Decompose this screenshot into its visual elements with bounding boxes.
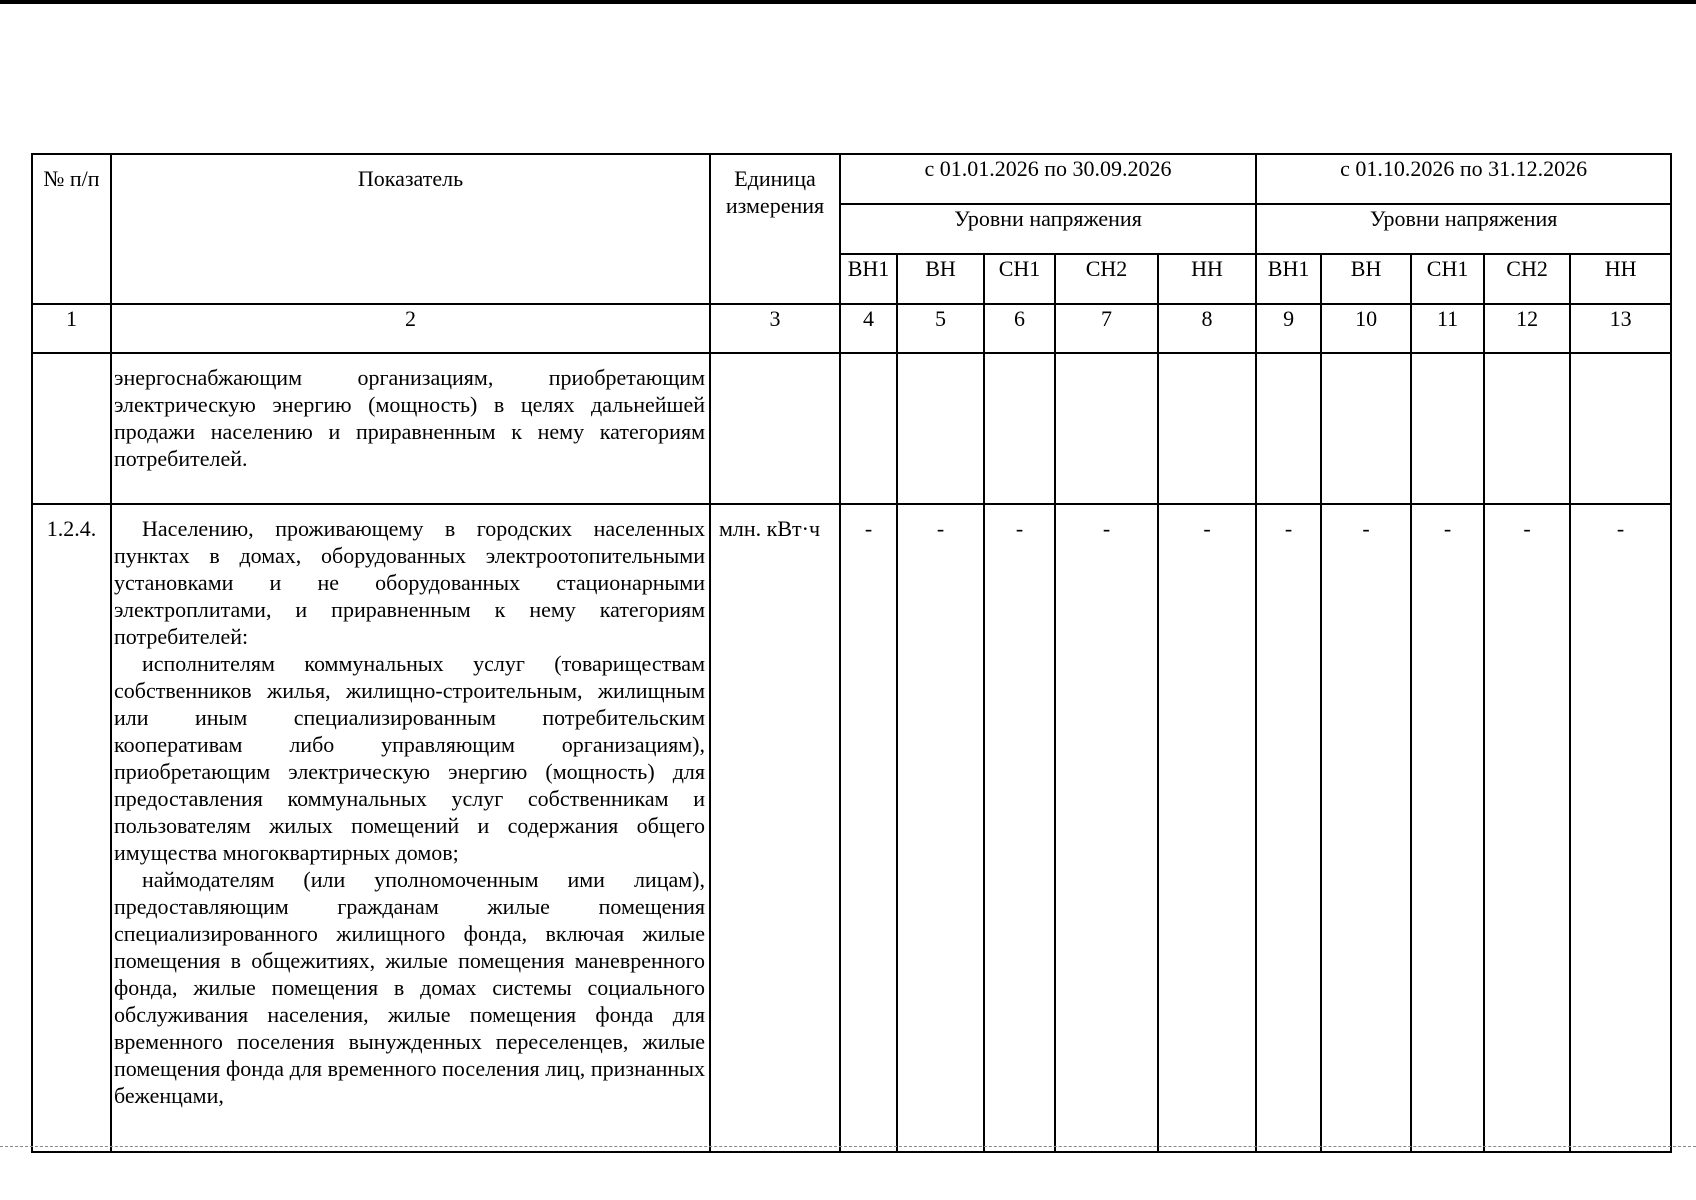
value-cell: -: [984, 504, 1055, 1152]
header-num-label: № п/п: [43, 166, 100, 191]
header-unit: [710, 154, 840, 304]
header-levels-1-label: Уровни напряжения: [954, 206, 1142, 231]
header-levels-2: [1256, 204, 1671, 254]
indicator-paragraph: энергоснабжающим организациям, приобретающим электрическую энергию (мощность) в целях дальнейшей продажи населению и приравненным к нему категориям потребителей.: [114, 365, 705, 471]
value-cell: [1158, 353, 1256, 504]
level-vn1-p1: ВН1: [840, 254, 897, 304]
row-indicator-text: [111, 353, 710, 504]
level-vn1-p2: ВН1: [1256, 254, 1321, 304]
level-sn1-p1: СН1: [984, 254, 1055, 304]
value-cell: -: [1484, 504, 1570, 1152]
header-period-1: [840, 154, 1256, 204]
value-cell: -: [1256, 504, 1321, 1152]
header-period-2: [1256, 154, 1671, 204]
header-indicator: [111, 154, 710, 304]
table-container: [31, 153, 1672, 1153]
value-cell: -: [897, 504, 984, 1152]
header-unit-label: Единица измерения: [725, 166, 825, 218]
header-indicator-label: Показатель: [357, 166, 464, 191]
level-vn-p2: ВН: [1321, 254, 1411, 304]
level-vn-p1: ВН: [897, 254, 984, 304]
header-levels-2-label: Уровни напряжения: [1369, 206, 1558, 231]
value-cell: [1256, 353, 1321, 504]
indicator-paragraph: исполнителям коммунальных услуг (товариществам собственников жилья, жилищно-строительным, жилищным или иным специализированным потребительским кооперативам либо управляющим организациям), приобретающим электрическую энергию (мощность) для предоставления коммунальных услуг собственникам и пользователям жилых помещений и содержания общего имущества многоквартирных домов;: [114, 651, 705, 865]
indicator-paragraph: наймодателям (или уполномоченным ими лицам), предоставляющим гражданам жилые помещения специализированного жилищного фонда, включая жилые помещения в общежитиях, жилые помещения маневренного фонда, жилые помещения в домах системы социального обслуживания населения, жилые помещения фонда для временного поселения вынужденных переселенцев, жилые помещения фонда для временного поселения лиц, признанных беженцами,: [114, 867, 705, 1108]
level-sn1-p2: СН1: [1411, 254, 1484, 304]
header-num: [32, 154, 111, 304]
colnum-5: 5: [897, 304, 984, 353]
value-cell: -: [1570, 504, 1671, 1152]
value-cell: -: [1055, 504, 1158, 1152]
row-number: [32, 353, 111, 504]
level-sn2-p1: СН2: [1055, 254, 1158, 304]
row-indicator-text: [111, 504, 710, 1152]
top-border-line: [0, 0, 1696, 4]
colnum-4: 4: [840, 304, 897, 353]
colnum-6: 6: [984, 304, 1055, 353]
value-cell: [897, 353, 984, 504]
row-number: 1.2.4.: [32, 504, 111, 1152]
value-cell: -: [840, 504, 897, 1152]
level-nn-p1: НН: [1158, 254, 1256, 304]
colnum-12: 12: [1484, 304, 1570, 353]
colnum-8: 8: [1158, 304, 1256, 353]
value-cell: -: [1158, 504, 1256, 1152]
value-cell: [1411, 353, 1484, 504]
value-cell: [1484, 353, 1570, 504]
value-cell: [1055, 353, 1158, 504]
colnum-2: 2: [111, 304, 710, 353]
value-cell: -: [1321, 504, 1411, 1152]
value-cell: [1321, 353, 1411, 504]
value-cell: [1570, 353, 1671, 504]
value-cell: [984, 353, 1055, 504]
colnum-1: 1: [32, 304, 111, 353]
row-unit: [710, 353, 840, 504]
header-levels-1: [840, 204, 1256, 254]
row-unit: млн. кВт·ч: [710, 504, 840, 1152]
colnum-9: 9: [1256, 304, 1321, 353]
table-row: [32, 353, 1671, 504]
header-period-2-label: с 01.10.2026 по 31.12.2026: [1340, 156, 1588, 181]
level-nn-p2: НН: [1570, 254, 1671, 304]
indicators-table: [31, 153, 1672, 1153]
value-cell: [840, 353, 897, 504]
level-sn2-p2: СН2: [1484, 254, 1570, 304]
colnum-7: 7: [1055, 304, 1158, 353]
colnum-13: 13: [1570, 304, 1671, 353]
value-cell: -: [1411, 504, 1484, 1152]
colnum-10: 10: [1321, 304, 1411, 353]
header-period-1-label: с 01.01.2026 по 30.09.2026: [924, 156, 1172, 181]
indicator-paragraph: Населению, проживающему в городских населенных пунктах в домах, оборудованных электроотопительными установками и не оборудованных стационарными электроплитами, и приравненным к нему категориям потребителей:: [114, 516, 705, 649]
page-bottom-line: [0, 1146, 1696, 1148]
colnum-3: 3: [710, 304, 840, 353]
colnum-11: 11: [1411, 304, 1484, 353]
table-row: [32, 504, 1671, 1152]
